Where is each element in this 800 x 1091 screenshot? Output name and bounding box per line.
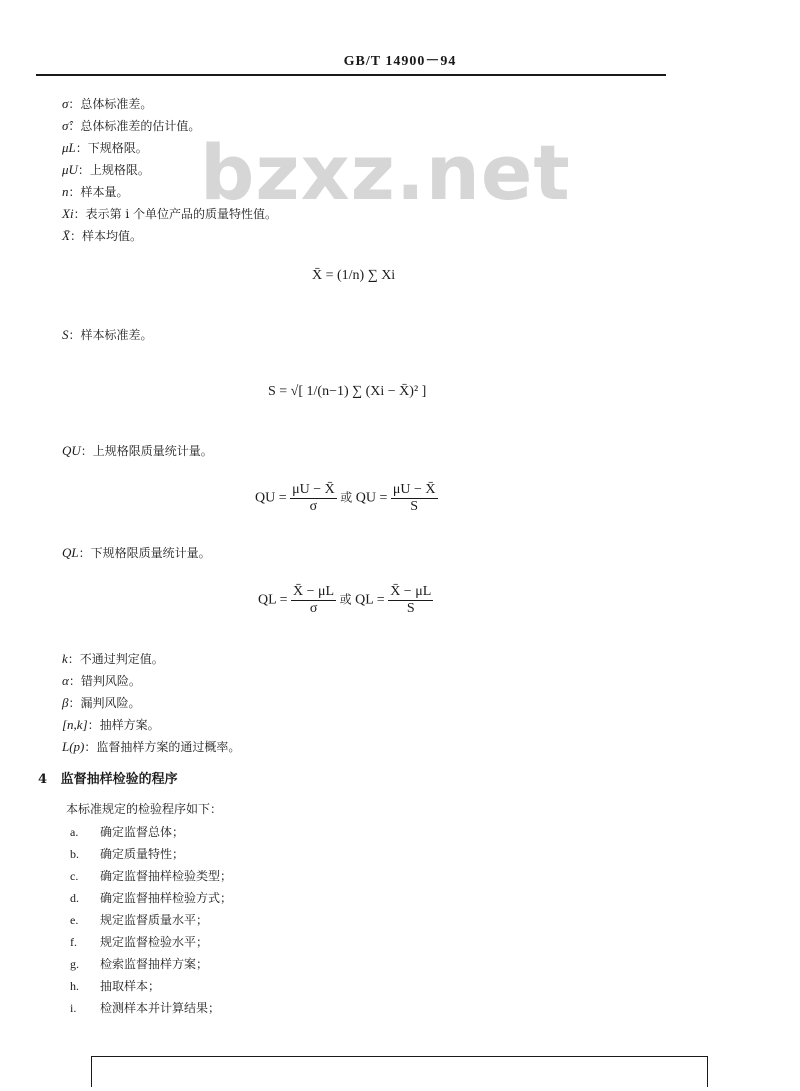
procedure-step [70,845,184,862]
formula-ql [258,584,433,617]
definition-item [62,326,153,343]
definition-item [62,738,240,755]
fraction [290,482,337,515]
definition-text: ：不通过判定值。 [67,652,164,666]
standard-code-header: GB/T 14900－94 [343,54,457,69]
numerator: μU − X̄ [292,482,335,497]
formula-lhs: QU = [255,490,287,506]
fraction [291,584,336,617]
header-rule [36,74,666,76]
definition-symbol: k [62,651,68,666]
definition-item [62,694,141,711]
step-marker: g. [70,957,79,971]
definition-symbol: [n,k] [62,717,88,732]
procedure-step [70,911,208,928]
step-marker: h. [70,979,79,993]
step-text: 规定监督质量水平； [100,913,209,927]
definition-symbol: σ̂ [62,118,69,133]
definition-symbol: β [62,695,69,710]
formula-qu [255,482,438,515]
definition-text: ：上规格限质量统计量。 [80,444,213,458]
step-marker: b. [70,847,79,861]
definition-symbol: X̄ [62,228,70,243]
step-text: 抽取样本； [100,979,161,993]
procedure-step [70,889,232,906]
definition-symbol: n [62,184,69,199]
procedure-step [70,955,208,972]
definition-text: ：样本量。 [68,185,129,199]
step-marker: d. [70,891,79,905]
definition-item [62,139,148,156]
definition-symbol: μL [62,140,76,155]
fraction [388,584,433,617]
step-text: 检索监督抽样方案； [100,957,209,971]
definition-symbol: σ [62,96,69,111]
definition-symbol: μU [62,162,78,177]
definition-item [62,117,200,134]
definition-text: ：表示第 i 个单位产品的质量特性值。 [73,207,278,221]
formula-lhs: QL = [355,592,385,608]
step-text: 确定监督抽样检验方式； [100,891,233,905]
definition-item [62,161,150,178]
definition-text: ：下规格限。 [75,141,148,155]
denominator: S [406,601,415,616]
definition-symbol: QU [62,443,81,458]
definition-text: ：抽样方案。 [87,718,160,732]
step-marker: f. [70,935,77,949]
step-marker: a. [70,825,79,839]
definition-text: ：监督抽样方案的通过概率。 [84,740,241,754]
bottom-frame [91,1056,708,1087]
procedure-step [70,933,208,950]
section-number: 4 [38,772,48,787]
step-marker: i. [70,1001,77,1015]
definition-text: ：样本均值。 [69,229,142,243]
definition-item [62,650,164,667]
definition-symbol: S [62,327,69,342]
definition-symbol: QL [62,545,79,560]
definition-symbol: L(p) [62,739,85,754]
step-marker: c. [70,869,79,883]
definition-text: ：错判风险。 [68,674,141,688]
denominator: σ [309,601,318,616]
formula-sample-mean: X̄ = (1/n) ∑ Xi [312,268,396,283]
definition-text: ：下规格限质量统计量。 [78,546,211,560]
definition-item [62,544,211,561]
numerator: X̄ − μL [293,584,335,599]
procedure-step [70,823,184,840]
section-title: 监督抽样检验的程序 [60,772,178,787]
definition-item [62,183,129,200]
numerator: μU − X̄ [392,482,436,497]
definition-item [62,716,160,733]
definition-item [62,205,277,222]
definition-text: ：漏判风险。 [68,696,141,710]
denominator: S [410,499,419,514]
definition-text: ：总体标准差的估计值。 [68,119,201,133]
step-marker: e. [70,913,79,927]
procedure-step [70,867,232,884]
definition-text: ：样本标准差。 [68,328,153,342]
definition-text: ：上规格限。 [77,163,150,177]
procedure-step [70,999,220,1016]
formula-lhs: QL = [258,592,288,608]
fraction [391,482,438,515]
or-text: 或 [339,592,352,607]
step-text: 检测样本并计算结果； [100,1001,221,1015]
watermark: bzxz.net [200,128,571,217]
formula-sample-std: S = √[ 1/(n−1) ∑ (Xi − X̄)² ] [268,384,427,399]
section-intro: 本标准规定的检验程序如下： [66,802,223,816]
formula-lhs: QU = [355,490,388,506]
step-text: 确定监督总体； [100,825,185,839]
step-text: 规定监督检验水平； [100,935,209,949]
section-heading [38,768,178,787]
step-text: 确定质量特性； [100,847,185,861]
denominator: σ [309,499,318,514]
step-text: 确定监督抽样检验类型； [100,869,233,883]
definition-item [62,442,213,459]
definition-item [62,672,141,689]
definition-symbol: α [62,673,69,688]
definition-text: ：总体标准差。 [68,97,153,111]
definition-symbol: Xi [62,206,74,221]
definition-item [62,227,142,244]
or-text: 或 [340,490,353,505]
procedure-step [70,977,160,994]
definition-item [62,95,152,112]
numerator: X̄ − μL [390,584,432,599]
